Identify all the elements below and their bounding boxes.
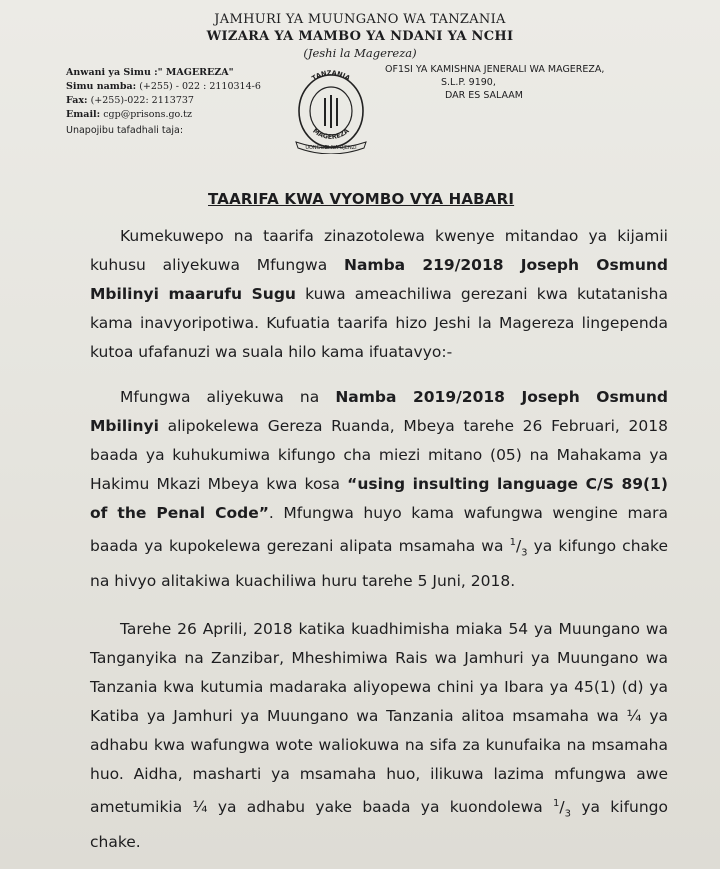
p3-fraction-numerator: 1 [553, 798, 560, 809]
letterhead-ministry: WIZARA YA MAMBO YA NDANI YA NCHI [206, 29, 514, 44]
telegram-address: Anwani ya Simu :" MAGEREZA" [66, 67, 234, 78]
p1-bold-1: Namba 219/2018 Joseph Osmund Mbilinyi maarufu Sugu [90, 256, 668, 303]
p1-text-1: Kumekuwepo na taarifa zinazotolewa kwenye mitandao ya kijamii kuhusu aliyekuwa Mfungwa [90, 227, 668, 274]
emblem-motto: UONGOZI NA UJENZI [305, 145, 357, 151]
email-label: Email: [66, 109, 101, 120]
svg-text:TANZANIA [310, 69, 351, 82]
p2-fraction-numerator: 1 [509, 537, 516, 548]
address-line-2: S.L.P. 9190, [441, 77, 496, 88]
p2-text-3: . Mfungwa huyo kama wafungwa wengine mara baada ya kupokelewa gerezani alipata msamaha wa [90, 504, 668, 556]
letterhead [150, 12, 570, 60]
fax-value: (+255)-022: 2113737 [90, 95, 194, 106]
prisons-emblem-icon [288, 68, 374, 154]
p3-text-2: ya kifungo chake. [90, 798, 668, 852]
emblem-bottom-text: MAGEREZA [311, 126, 351, 141]
paragraph-1 [90, 222, 668, 367]
paragraph-2: Mfungwa aliyekuwa na Namba 2019/2018 Joseph Osmund Mbilinyi alipokelewa Gereza Ruanda, Mbeya tarehe 26 Februari, 2018 baada ya kuhukumiwa kifungo cha miezi mitano (05) na Mahakama ya Hakimu Mkazi Mbeya kwa kosa “using insulting language C/S 89(1) of the Penal Code”. Mfungwa huyo kama wafungwa wengine mara baada ya kupokelewa gerezani alipata msamaha wa $^1/_3$ ya kifungo chake na hivyo alitakiwa kuachiliwa huru tarehe 5 Juni, 2018. [90, 388, 668, 591]
paragraph-3: Tarehe 26 Aprili, 2018 katika kuadhimisha miaka 54 ya Muungano wa Tanganyika na Zanzibar, Mheshimiwa Rais wa Jamhuri ya Muungano wa Tanzania kwa kutumia madaraka aliyopewa chini ya Ibara ya 45(1) (d) ya Katiba ya Jamhuri ya Muungano wa Tanzania alitoa msamaha wa ¼ ya adhabu kwa wafungwa wote waliokuwa na sifa za kunufaika na msamaha huo. Aidha, masharti ya msamaha huo, ilikuwa lazima mfungwa awe ametumikia ¼ ya adhabu yake baada ya kuondolewa $^1/_3$ ya kifungo chake. [90, 620, 668, 852]
p2-text-4: ya kifungo chake na hivyo alitakiwa kuachiliwa huru tarehe 5 Juni, 2018. [90, 537, 668, 591]
p2-text-1: Mfungwa aliyekuwa na [120, 388, 336, 406]
phone-label: Simu namba: [66, 81, 137, 92]
p1-text-2: kuwa ameachiliwa gerezani kwa kutatanisha kama inavyoripotiwa. Kufuatia taarifa hizo Jeshi la Magereza lingependa kutoa ufafanuzi wa suala hilo kama ifuatavyo:- [90, 285, 668, 361]
office-address [385, 63, 604, 102]
reply-note: Unapojibu tafadhali taja: [66, 125, 184, 136]
p3-text-1: Tarehe 26 Aprili, 2018 katika kuadhimisha miaka 54 ya Muungano wa Tanganyika na Zanzibar, Mheshimiwa Rais wa Jamhuri ya Muungano wa Tanzania kwa kutumia madaraka aliyopewa chini ya Ibara ya 45(1) (d) ya Katiba ya Jamhuri ya Muungano wa Tanzania alitoa msamaha wa ¼ ya adhabu kwa wafungwa wote waliokuwa na sifa za kunufaika na msamaha huo. Aidha, masharti ya msamaha huo, ilikuwa lazima mfungwa awe ametumikia ¼ ya adhabu yake baada ya kuondolewa [90, 620, 668, 817]
letterhead-department: (Jeshi la Magereza) [303, 46, 417, 60]
svg-text:MAGEREZA [311, 127, 350, 141]
p2-fraction-denominator: 3 [521, 547, 528, 559]
address-line-3: DAR ES SALAAM [445, 90, 523, 101]
fax-label: Fax: [66, 95, 88, 106]
email-value: cgp@prisons.go.tz [103, 109, 192, 120]
letterhead-republic: JAMHURI YA MUUNGANO WA TANZANIA [214, 12, 506, 27]
p2-bold-1: Namba 2019/2018 Joseph Osmund Mbilinyi [90, 388, 668, 435]
p2-text-2: alipokelewa Gereza Ruanda, Mbeya tarehe 26 Februari, 2018 baada ya kuhukumiwa kifungo cha miezi mitano (05) na Mahakama ya Hakimu Mkazi Mbeya kwa kosa [90, 417, 668, 493]
contact-block [66, 66, 261, 122]
p2-bold-2: “using insulting language C/S 89(1) of the Penal Code” [90, 475, 668, 522]
address-line-1: OF1SI YA KAMISHNA JENERALI WA MAGEREZA, [385, 64, 605, 75]
emblem-top-text: TANZANIA [310, 68, 352, 83]
phone-value: (+255) - 022 : 2110314-6 [139, 81, 261, 92]
page-title: TAARIFA KWA VYOMBO VYA HABARI [208, 190, 515, 208]
p3-fraction-denominator: 3 [564, 808, 572, 820]
